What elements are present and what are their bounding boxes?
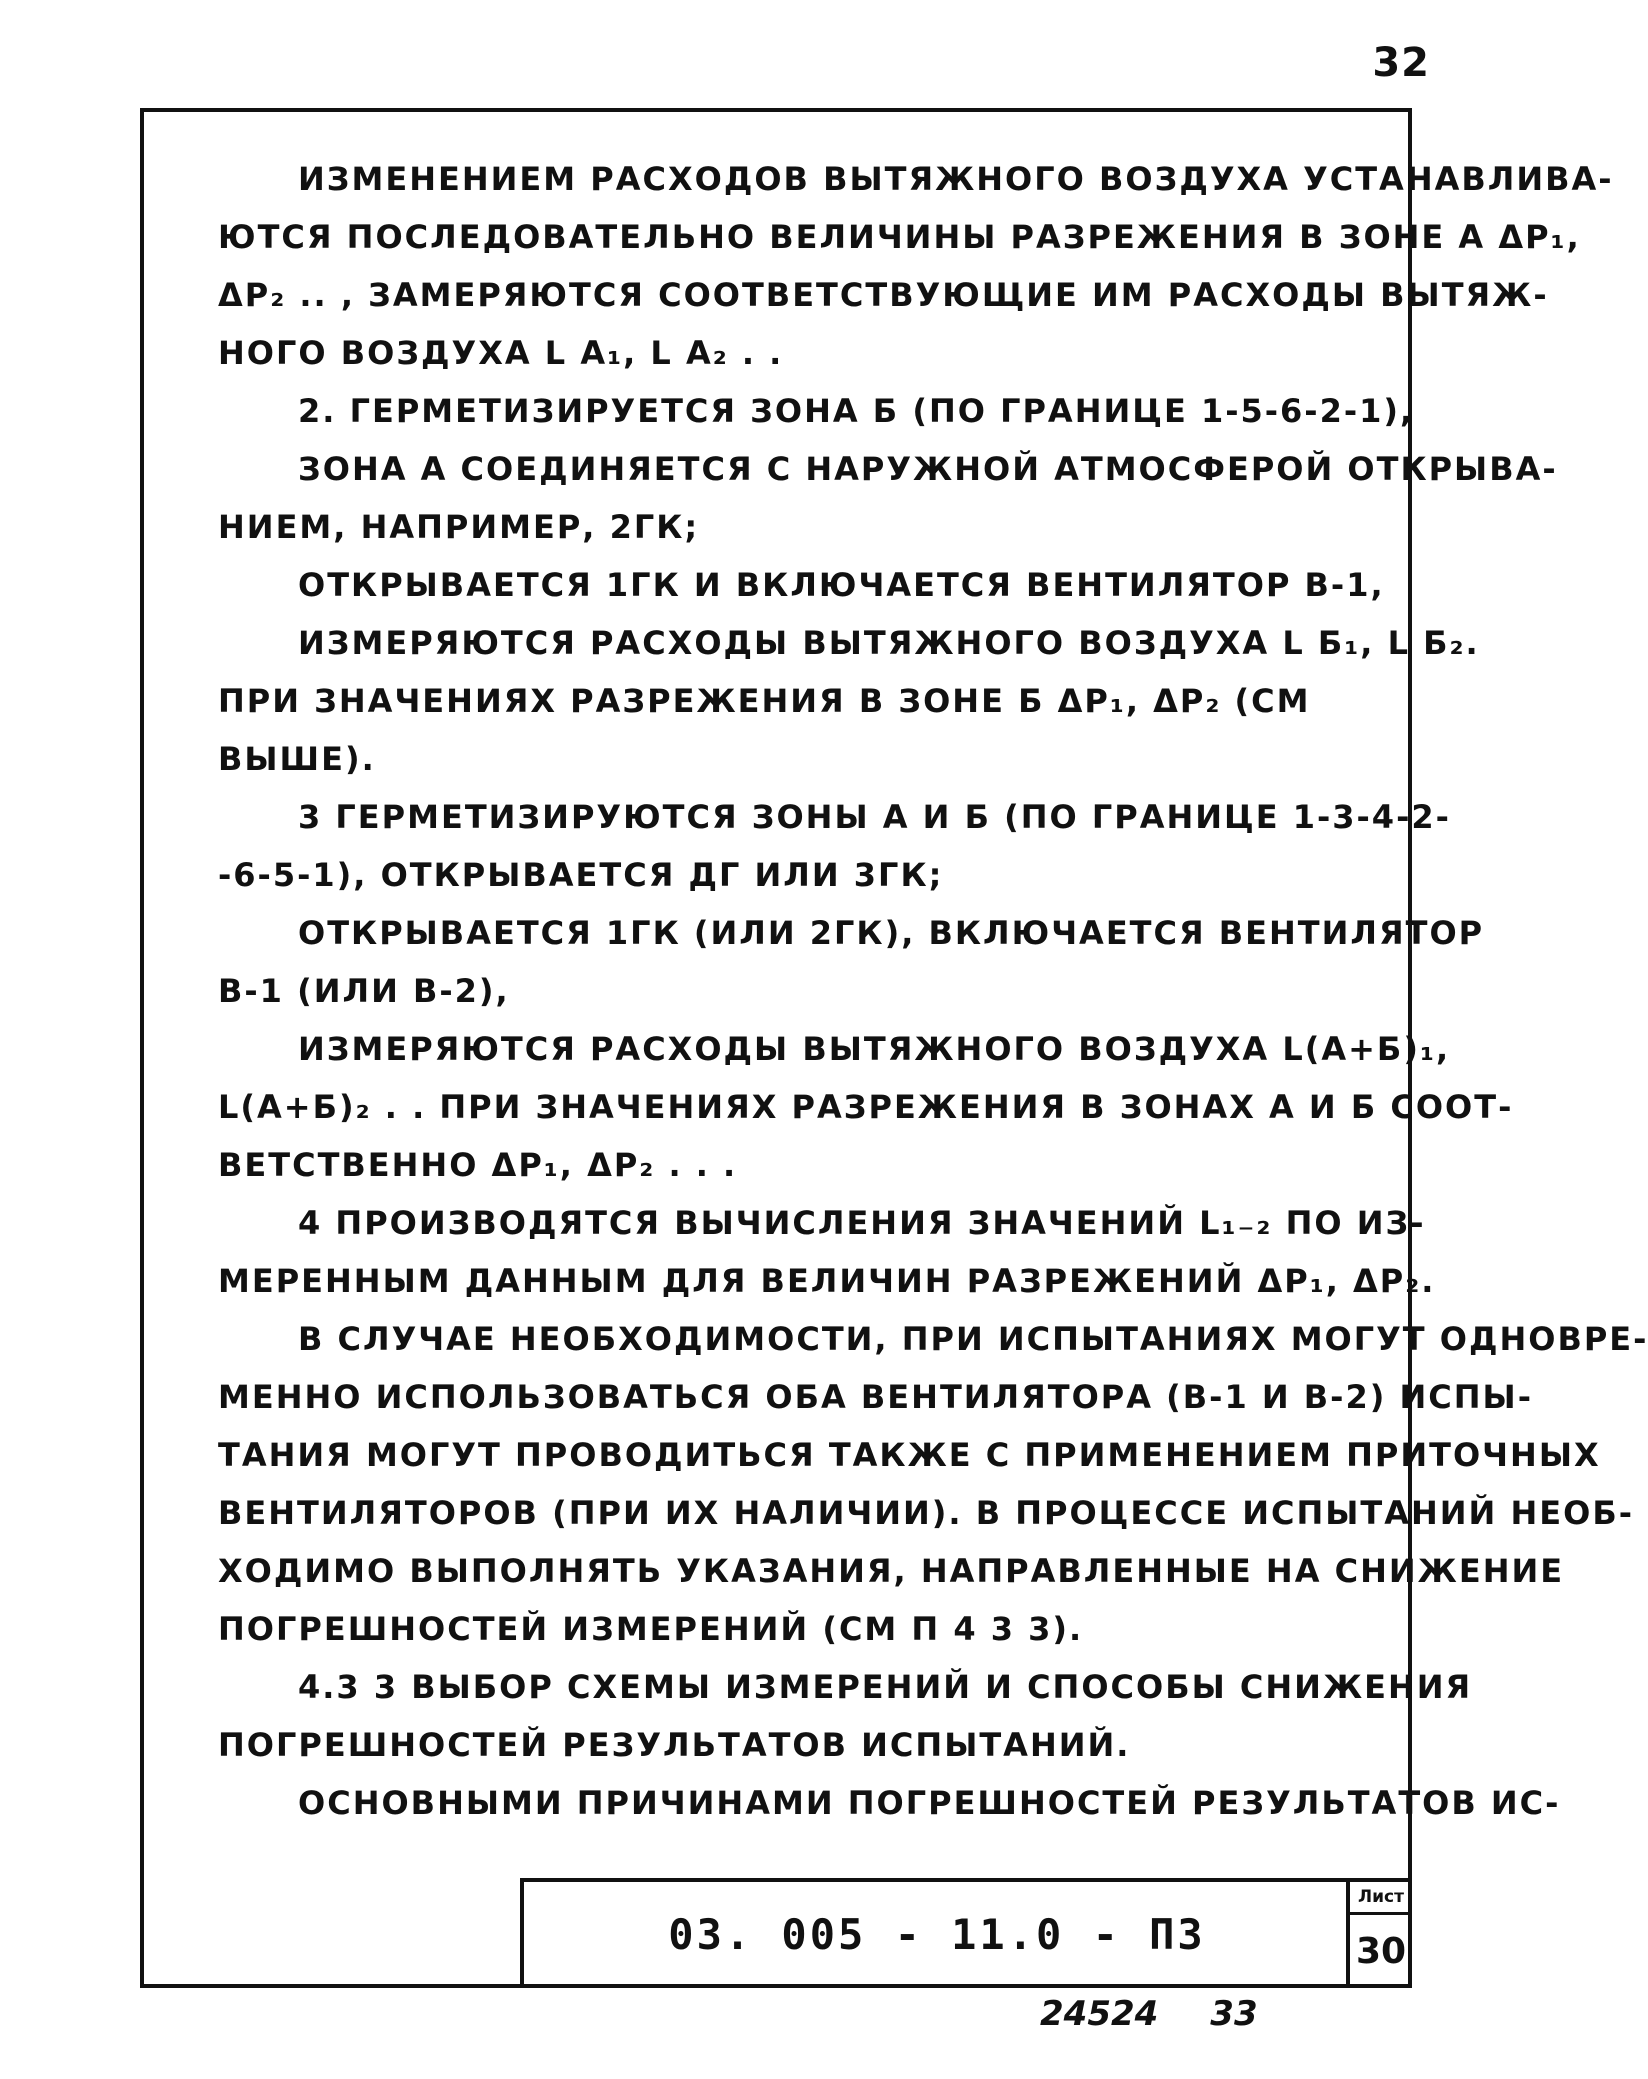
body-line: ВЕНТИЛЯТОРОВ (ПРИ ИХ НАЛИЧИИ). В ПРОЦЕССЕ ИСПЫТАНИЙ НЕОБ- — [218, 1494, 1634, 1532]
sheet-label: Лист — [1350, 1882, 1412, 1915]
body-line: ТАНИЯ МОГУТ ПРОВОДИТЬСЯ ТАКЖЕ С ПРИМЕНЕНИЕМ ПРИТОЧНЫХ — [218, 1436, 1601, 1474]
body-line: ЮТСЯ ПОСЛЕДОВАТЕЛЬНО ВЕЛИЧИНЫ РАЗРЕЖЕНИЯ В ЗОНЕ А ΔP₁, — [218, 218, 1581, 256]
body-line: В-1 (ИЛИ В-2), — [218, 972, 510, 1010]
sheet-total: 33 — [1210, 1994, 1258, 2034]
document-code: 03. 005 - 11.0 - П3 — [668, 1910, 1206, 1959]
body-line: НИЕМ, НАПРИМЕР, 2ГК; — [218, 508, 700, 546]
sheet-number: 30 — [1355, 1931, 1407, 1972]
body-line: -6-5-1), ОТКРЫВАЕТСЯ ДГ ИЛИ 3ГК; — [218, 856, 944, 894]
body-line: ЗОНА А СОЕДИНЯЕТСЯ С НАРУЖНОЙ АТМОСФЕРОЙ ОТКРЫВА- — [298, 450, 1558, 488]
document-body — [218, 150, 1648, 1832]
body-line: ИЗМЕНЕНИЕМ РАСХОДОВ ВЫТЯЖНОГО ВОЗДУХА УСТАНАВЛИВА- — [298, 160, 1614, 198]
sheet-cell — [1346, 1882, 1412, 1988]
archive-number: 24524 — [1040, 1994, 1159, 2034]
body-line: ОТКРЫВАЕТСЯ 1ГК И ВКЛЮЧАЕТСЯ ВЕНТИЛЯТОР В-1, — [298, 566, 1385, 604]
page-number: 32 — [1372, 40, 1430, 86]
body-line: ХОДИМО ВЫПОЛНЯТЬ УКАЗАНИЯ, НАПРАВЛЕННЫЕ НА СНИЖЕНИЕ — [218, 1552, 1565, 1590]
body-line: ИЗМЕРЯЮТСЯ РАСХОДЫ ВЫТЯЖНОГО ВОЗДУХА L Б₁, L Б₂. — [298, 624, 1480, 662]
body-line: ПОГРЕШНОСТЕЙ РЕЗУЛЬТАТОВ ИСПЫТАНИЙ. — [218, 1726, 1131, 1764]
body-line: ОТКРЫВАЕТСЯ 1ГК (ИЛИ 2ГК), ВКЛЮЧАЕТСЯ ВЕНТИЛЯТОР — [298, 914, 1485, 952]
title-block-stamp — [520, 1878, 1412, 1988]
body-line: ИЗМЕРЯЮТСЯ РАСХОДЫ ВЫТЯЖНОГО ВОЗДУХА L(А+Б)₁, — [298, 1030, 1451, 1068]
body-line: ВЕТСТВЕННО ΔP₁, ΔP₂ . . . — [218, 1146, 738, 1184]
body-line: ПРИ ЗНАЧЕНИЯХ РАЗРЕЖЕНИЯ В ЗОНЕ Б ΔP₁, ΔP₂ (СМ — [218, 682, 1311, 720]
body-line: НОГО ВОЗДУХА L A₁, L A₂ . . — [218, 334, 784, 372]
body-line: L(А+Б)₂ . . ПРИ ЗНАЧЕНИЯХ РАЗРЕЖЕНИЯ В ЗОНАХ А И Б СООТ- — [218, 1088, 1514, 1126]
body-line: 4.3 3 ВЫБОР СХЕМЫ ИЗМЕРЕНИЙ И СПОСОБЫ СНИЖЕНИЯ — [298, 1668, 1473, 1706]
body-line: 3 ГЕРМЕТИЗИРУЮТСЯ ЗОНЫ А И Б (ПО ГРАНИЦЕ 1-3-4-2- — [298, 798, 1451, 836]
body-line: В СЛУЧАЕ НЕОБХОДИМОСТИ, ПРИ ИСПЫТАНИЯХ МОГУТ ОДНОВРЕ- — [298, 1320, 1648, 1358]
body-line: ОСНОВНЫМИ ПРИЧИНАМИ ПОГРЕШНОСТЕЙ РЕЗУЛЬТАТОВ ИС- — [298, 1784, 1561, 1822]
archive-note — [1040, 1994, 1310, 2034]
body-line: МЕННО ИСПОЛЬЗОВАТЬСЯ ОБА ВЕНТИЛЯТОРА (В-1 И В-2) ИСПЫ- — [218, 1378, 1533, 1416]
body-line: 4 ПРОИЗВОДЯТСЯ ВЫЧИСЛЕНИЯ ЗНАЧЕНИЙ L₁₋₂ ПО ИЗ- — [298, 1204, 1426, 1242]
body-line: ВЫШЕ). — [218, 740, 376, 778]
body-line: МЕРЕННЫМ ДАННЫМ ДЛЯ ВЕЛИЧИН РАЗРЕЖЕНИЙ ΔP₁, ΔP₂. — [218, 1262, 1436, 1300]
body-line: 2. ГЕРМЕТИЗИРУЕТСЯ ЗОНА Б (ПО ГРАНИЦЕ 1-5-6-2-1), — [298, 392, 1415, 430]
body-line: ПОГРЕШНОСТЕЙ ИЗМЕРЕНИЙ (СМ П 4 3 3). — [218, 1610, 1084, 1648]
body-line: ΔP₂ .. , ЗАМЕРЯЮТСЯ СООТВЕТСТВУЮЩИЕ ИМ РАСХОДЫ ВЫТЯЖ- — [218, 276, 1549, 314]
